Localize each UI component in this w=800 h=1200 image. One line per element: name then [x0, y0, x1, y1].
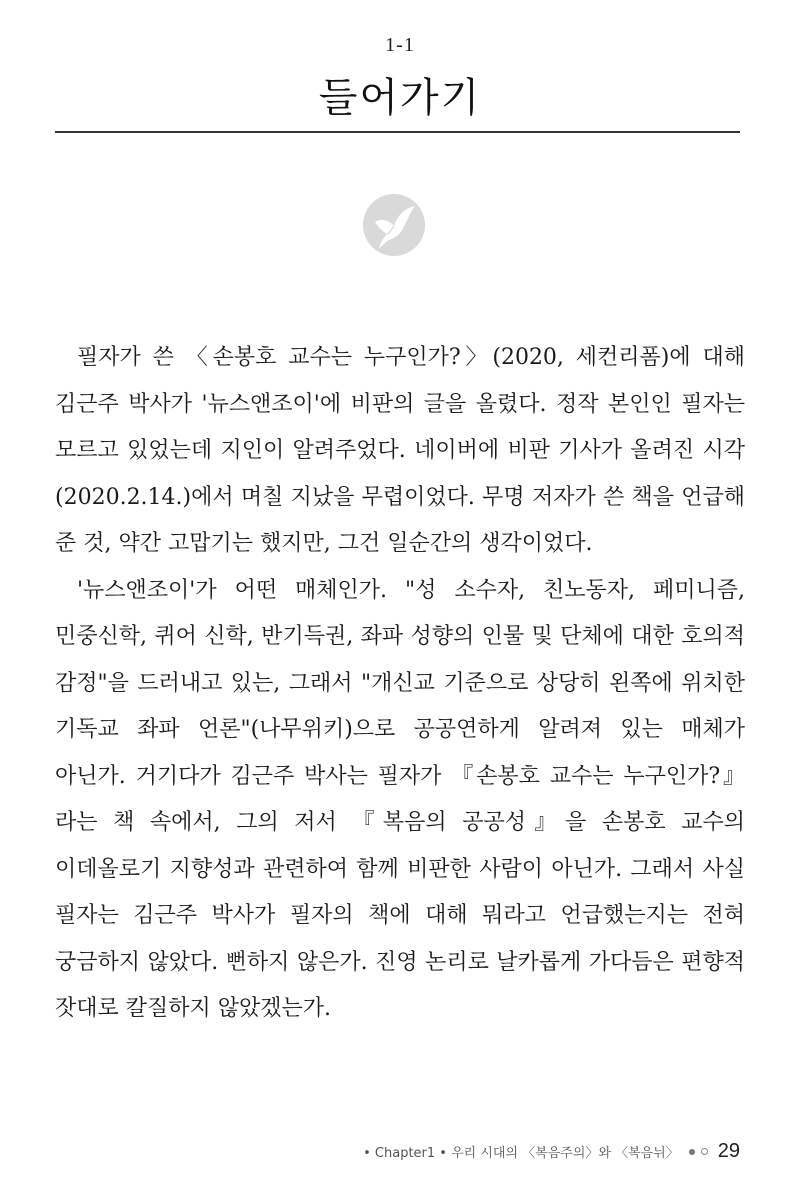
running-footer-text: • Chapter1 • 우리 시대의 〈복음주의〉와 〈복음뉘〉	[363, 1146, 679, 1161]
body-text	[55, 335, 745, 1033]
hollow-dot-icon	[701, 1148, 708, 1155]
paragraph: 필자가 쓴 〈손봉호 교수는 누구인가?〉(2020, 세컨리폼)에 대해 김근주 박사가 '뉴스앤조이'에 비판의 글을 올렸다. 정작 본인인 필자는 모르고 있었는데 지인이 알려주었다. 네이버에 비판 기사가 올려진 시각(2020.2.14.)에서 며칠 지났을 무렵이었다. 무명 저자가 쓴 책을 언급해 준 것, 약간 고맙기는 했지만, 그건 일순간의 생각이었다.	[55, 345, 745, 556]
page-footer	[363, 1140, 740, 1163]
filled-dot-icon	[689, 1149, 695, 1155]
page-title: 들어가기	[318, 75, 482, 121]
paragraph: '뉴스앤조이'가 어떤 매체인가. "성 소수자, 친노동자, 페미니즘, 민중신학, 퀴어 신학, 반기득권, 좌파 성향의 인물 및 단체에 대한 호의적 감정"을 드러내고 있는, 그래서 "개신교 기준으로 상당히 왼쪽에 위치한 기독교 좌파 언론"(나무위키)으로 공공연하게 알려져 있는 매체가 아닌가. 거기다가 김근주 박사는 필자가 『손봉호 교수는 누구인가?』라는 책 속에서, 그의 저서 『복음의 공공성』을 손봉호 교수의 이데올로기 지향성과 관련하여 함께 비판한 사람이 아닌가. 그래서 사실 필자는 김근주 박사가 필자의 책에 대해 뭐라고 언급했는지는 전혀 궁금하지 않았다. 뻔하지 않은가. 진영 논리로 날카롭게 가다듬은 편향적 잣대로 칼질하지 않았겠는가.	[55, 577, 745, 1021]
dove-icon	[361, 192, 427, 258]
section-number: 1-1	[385, 34, 415, 56]
footer-dots	[689, 1148, 708, 1155]
page-number: 29	[717, 1140, 740, 1162]
title-divider	[55, 131, 740, 133]
